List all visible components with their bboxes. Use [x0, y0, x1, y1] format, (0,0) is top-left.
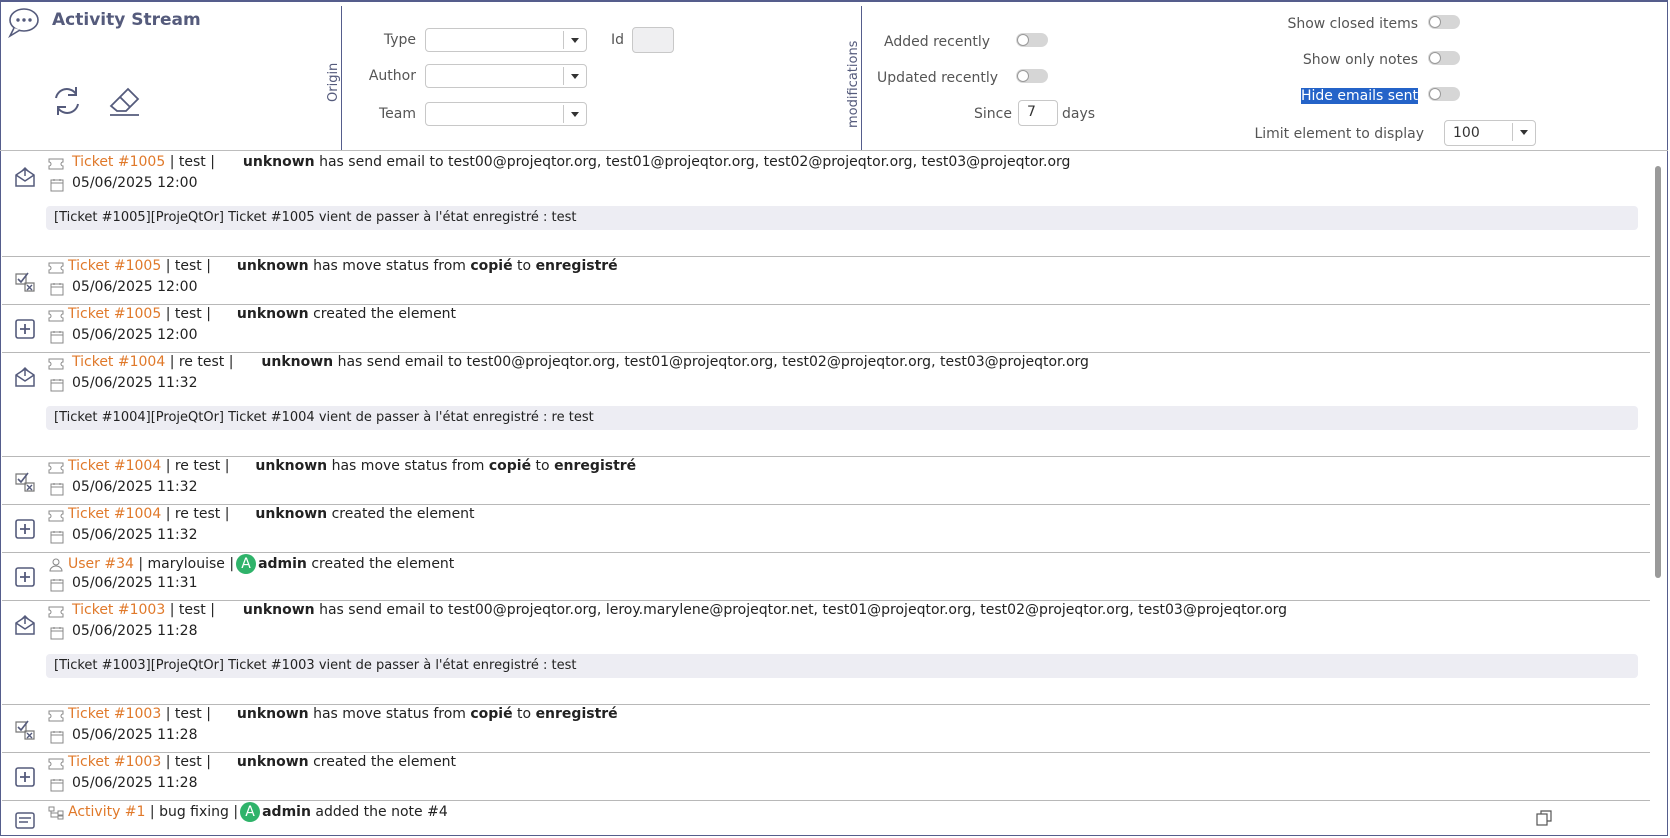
actor-name: unknown [236, 258, 309, 274]
show-notes-toggle[interactable] [1428, 51, 1460, 65]
limit-select[interactable] [1444, 120, 1536, 146]
add-element-icon [14, 566, 36, 588]
status-from: copié [488, 458, 532, 474]
origin-section-label: Origin [326, 62, 341, 102]
team-select[interactable] [425, 102, 587, 126]
element-name: | marylouise | [138, 556, 235, 572]
entry-date: 05/06/2025 11:32 [72, 375, 198, 391]
actor-name: unknown [242, 154, 315, 170]
actor-name: unknown [242, 602, 315, 618]
element-name: | re test | [165, 458, 230, 474]
status-to: enregistré [554, 458, 637, 474]
avatar[interactable]: A [240, 802, 260, 822]
hide-emails-label-text: Hide emails sent [1301, 88, 1418, 104]
calendar-icon [50, 178, 64, 192]
calendar-icon [50, 378, 64, 392]
show-closed-label: Show closed items [1287, 16, 1418, 32]
add-element-icon [14, 318, 36, 340]
stream-entry [2, 352, 1650, 457]
entry-text-to: to [535, 458, 550, 474]
activity-stream-list [2, 152, 1650, 836]
entry-text: has move status from [331, 458, 485, 474]
ticket-icon [48, 358, 64, 370]
chat-bubble-icon [6, 6, 40, 38]
vertical-scrollbar[interactable] [1652, 152, 1664, 836]
element-link[interactable]: Ticket #1005 [68, 258, 162, 274]
stream-entry [2, 752, 1650, 801]
ticket-icon [48, 510, 64, 522]
element-link[interactable]: Ticket #1003 [72, 602, 166, 618]
ticket-icon [48, 606, 64, 618]
origin-separator [341, 6, 342, 150]
actor-name: unknown [236, 754, 309, 770]
entry-text: created the element [313, 754, 457, 770]
stream-entry [2, 800, 1650, 836]
element-link[interactable]: User #34 [68, 556, 134, 572]
id-label: Id [610, 32, 624, 48]
entry-date: 05/06/2025 11:32 [72, 527, 198, 543]
element-name: | test | [169, 154, 215, 170]
calendar-icon [50, 578, 64, 592]
since-days-input[interactable]: 7 [1018, 100, 1058, 126]
show-notes-label: Show only notes [1302, 52, 1418, 68]
ticket-icon [48, 462, 64, 474]
actor-name: admin [258, 556, 307, 572]
added-recently-toggle[interactable] [1016, 33, 1048, 47]
ticket-icon [48, 710, 64, 722]
modifications-separator [861, 6, 862, 150]
actor-name: unknown [236, 706, 309, 722]
entry-date: 05/06/2025 11:31 [72, 575, 198, 591]
entry-text: has send email to test00@projeqtor.org, test01@projeqtor.org, test02@projeqtor.org, test03@projeqtor.org [319, 154, 1071, 170]
element-link[interactable]: Ticket #1003 [68, 706, 162, 722]
entry-text: has move status from [313, 706, 466, 722]
stream-entry [2, 304, 1650, 353]
calendar-icon [50, 482, 64, 496]
stream-entry [2, 704, 1650, 753]
chevron-down-icon [563, 105, 586, 123]
element-name: | bug fixing | [149, 804, 239, 820]
added-recently-label: Added recently [884, 34, 990, 50]
entry-text: created the element [311, 556, 455, 572]
element-name: | test | [165, 706, 211, 722]
id-field[interactable] [632, 27, 674, 53]
note-icon [14, 810, 36, 832]
copy-icon[interactable] [1536, 810, 1552, 826]
hide-emails-label [1240, 88, 1418, 104]
ticket-icon [48, 158, 64, 170]
entry-text: created the element [331, 506, 475, 522]
element-link[interactable]: Ticket #1004 [68, 506, 162, 522]
element-link[interactable]: Ticket #1005 [72, 154, 166, 170]
actor-name: unknown [236, 306, 309, 322]
entry-text: added the note #4 [315, 804, 448, 820]
eraser-icon[interactable] [106, 82, 144, 120]
email-subject[interactable]: [Ticket #1003][ProjeQtOr] Ticket #1003 vient de passer à l'état enregistré : test [46, 654, 1638, 678]
element-link[interactable]: Ticket #1004 [72, 354, 166, 370]
entry-date: 05/06/2025 11:28 [72, 623, 198, 639]
entry-date: 05/06/2025 12:00 [72, 175, 198, 191]
email-subject[interactable]: [Ticket #1004][ProjeQtOr] Ticket #1004 vient de passer à l'état enregistré : re test [46, 406, 1638, 430]
type-select[interactable] [425, 28, 587, 52]
stream-entry [2, 256, 1650, 305]
element-name: | re test | [169, 354, 234, 370]
author-select[interactable] [425, 64, 587, 88]
element-link[interactable]: Ticket #1003 [68, 754, 162, 770]
status-to: enregistré [535, 258, 618, 274]
send-email-icon [14, 614, 36, 636]
entry-text: created the element [313, 306, 457, 322]
activity-icon [48, 806, 64, 818]
entry-date: 05/06/2025 11:28 [72, 727, 198, 743]
author-label: Author [368, 68, 416, 84]
status-change-icon [14, 718, 36, 740]
limit-label: Limit element to display [1254, 126, 1424, 142]
element-name: | re test | [165, 506, 230, 522]
element-name: | test | [165, 306, 211, 322]
actor-name: unknown [255, 458, 328, 474]
calendar-icon [50, 626, 64, 640]
modifications-section-label: modifications [846, 40, 861, 128]
page-title: Activity Stream [52, 10, 201, 30]
calendar-icon [50, 730, 64, 744]
team-label: Team [378, 106, 416, 122]
entry-date: 05/06/2025 12:00 [72, 279, 198, 295]
show-closed-toggle[interactable] [1428, 15, 1460, 29]
entry-date: 05/06/2025 11:28 [72, 775, 198, 791]
status-change-icon [14, 270, 36, 292]
actor-name: unknown [261, 354, 334, 370]
stream-entry [2, 552, 1650, 601]
stream-entry [2, 152, 1650, 257]
status-change-icon [14, 470, 36, 492]
updated-recently-toggle[interactable] [1016, 69, 1048, 83]
email-subject[interactable]: [Ticket #1005][ProjeQtOr] Ticket #1005 vient de passer à l'état enregistré : test [46, 206, 1638, 230]
add-element-icon [14, 766, 36, 788]
ticket-icon [48, 758, 64, 770]
limit-select-value: 100 [1453, 125, 1480, 141]
element-name: | test | [169, 602, 215, 618]
status-to: enregistré [535, 706, 618, 722]
calendar-icon [50, 778, 64, 792]
entry-text: has send email to test00@projeqtor.org, leroy.marylene@projeqtor.net, test01@projeqtor.org, test02@projeqtor.org, test03@projeqtor.org [319, 602, 1288, 618]
actor-name: unknown [255, 506, 328, 522]
entry-date: 05/06/2025 11:32 [72, 479, 198, 495]
element-name: | test | [165, 258, 211, 274]
hide-emails-toggle[interactable] [1428, 87, 1460, 101]
chevron-down-icon [563, 67, 586, 85]
calendar-icon [50, 530, 64, 544]
entry-date: 05/06/2025 12:00 [72, 327, 198, 343]
updated-recently-label: Updated recently [877, 70, 998, 86]
chevron-down-icon [1512, 123, 1535, 141]
stream-entry [2, 456, 1650, 505]
calendar-icon [50, 330, 64, 344]
user-icon [48, 558, 64, 570]
calendar-icon [50, 282, 64, 296]
stream-entry [2, 600, 1650, 705]
since-label: Since [974, 106, 1012, 122]
entry-text: has send email to test00@projeqtor.org, test01@projeqtor.org, test02@projeqtor.org, test03@projeqtor.org [337, 354, 1089, 370]
element-name: | test | [165, 754, 211, 770]
scrollbar-thumb[interactable] [1655, 166, 1661, 578]
status-from: copié [470, 706, 513, 722]
element-link[interactable]: Ticket #1004 [68, 458, 162, 474]
days-label: days [1062, 106, 1096, 122]
entry-text-to: to [517, 258, 532, 274]
entry-text: has move status from [313, 258, 466, 274]
status-from: copié [470, 258, 513, 274]
element-link[interactable]: Ticket #1005 [68, 306, 162, 322]
avatar[interactable]: A [236, 554, 256, 574]
chevron-down-icon [563, 31, 586, 49]
add-element-icon [14, 518, 36, 540]
ticket-icon [48, 310, 64, 322]
filter-header [0, 2, 1668, 151]
element-link[interactable]: Activity #1 [68, 804, 146, 820]
send-email-icon [14, 166, 36, 188]
refresh-icon[interactable] [48, 82, 86, 120]
ticket-icon [48, 262, 64, 274]
send-email-icon [14, 366, 36, 388]
stream-entry [2, 504, 1650, 553]
entry-text-to: to [517, 706, 532, 722]
type-label: Type [383, 32, 416, 48]
actor-name: admin [262, 804, 311, 820]
